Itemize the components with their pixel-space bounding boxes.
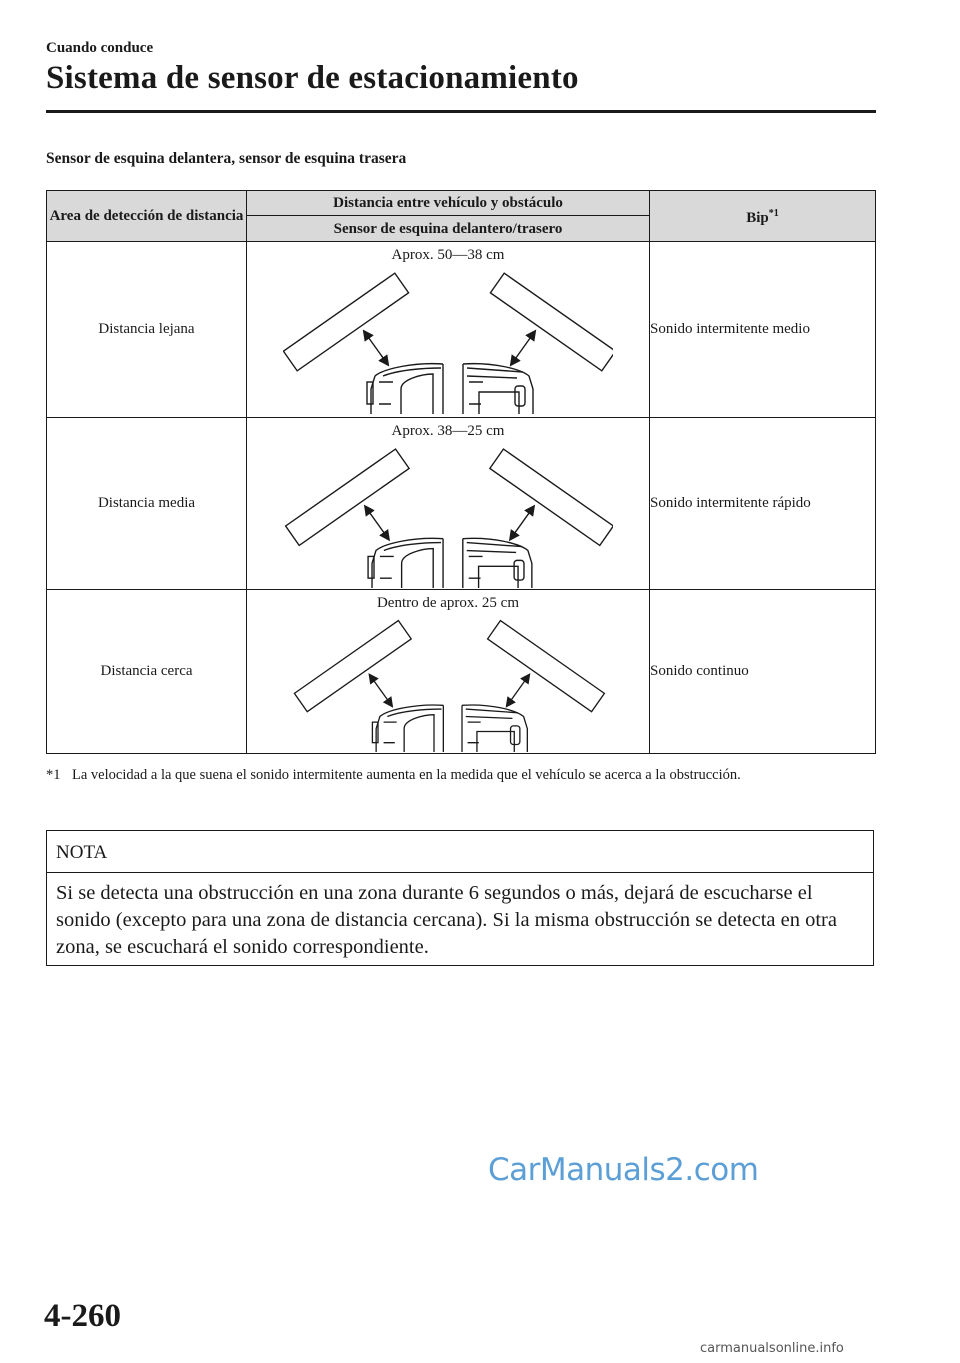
note-box [46,830,874,966]
zone-cell: Distancia lejana [47,242,247,418]
diagram-instance [283,273,613,414]
zone-cell: Distancia media [47,418,247,590]
header-distance-sub: Sensor de esquina delantero/trasero [247,216,650,242]
header-beep [650,191,876,242]
page-number: 4-260 [44,1298,121,1334]
header-beep-footnote-mark: *1 [768,208,779,219]
footer-url-link[interactable]: carmanualsonline.info [700,1341,844,1356]
corner-sensor-diagram [283,612,613,752]
distance-cell [247,242,650,418]
header-beep-label: Bip [746,210,769,226]
distance-cell [247,590,650,754]
section-label: Cuando conduce [46,40,154,56]
footnote-text: La velocidad a la que suena el sonido intermitente aumenta en la medida que el vehículo se acerca a la obstrucción. [72,767,741,783]
distance-label: Aprox. 38―25 cm [391,423,505,439]
header-zone: Area de detección de distancia [47,191,247,242]
table-row [47,418,876,590]
table-row [47,590,876,754]
table-heading: Sensor de esquina delantera, sensor de esquina trasera [46,150,407,167]
distance-label: Dentro de aprox. 25 cm [376,595,520,611]
beep-cell: Sonido continuo [650,590,876,754]
distance-label: Aprox. 50―38 cm [391,247,505,263]
corner-sensor-diagram [283,264,613,414]
header-distance: Distancia entre vehículo y obstáculo [247,191,650,216]
note-text: Si se detecta una obstrucción en una zona durante 6 segundos o más, dejará de escucharse el sonido (excepto para una zona de distancia cercana). Si la misma obstrucción se detecta en otra zona, se escuchará el sonido correspondiente. [56,882,837,958]
sensor-table [46,190,876,754]
diagram-instance [286,449,613,588]
beep-cell: Sonido intermitente medio [650,242,876,418]
watermark-link[interactable]: CarManuals2.com [488,1152,759,1188]
diagram-instance [294,621,604,752]
note-title: NOTA [47,831,873,873]
title-rule [46,110,876,113]
footnote [46,766,846,785]
distance-cell [247,418,650,590]
footnote-mark: *1 [46,767,61,783]
zone-cell: Distancia cerca [47,590,247,754]
page-title: Sistema de sensor de estacionamiento [46,60,579,96]
beep-cell: Sonido intermitente rápido [650,418,876,590]
corner-sensor-diagram [283,440,613,588]
table-row [47,242,876,418]
